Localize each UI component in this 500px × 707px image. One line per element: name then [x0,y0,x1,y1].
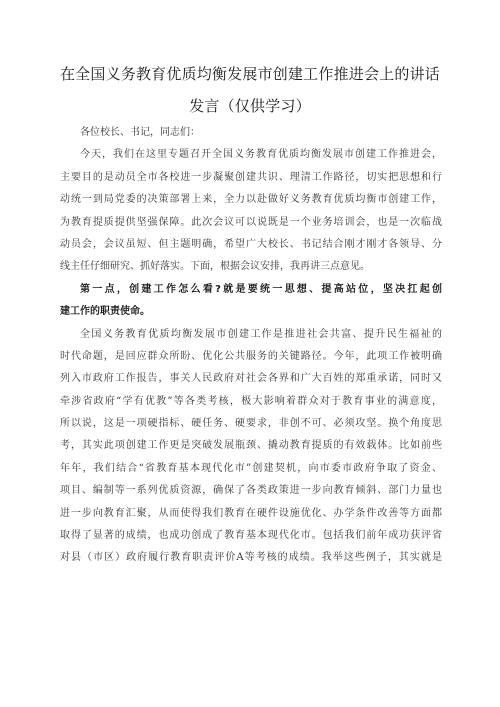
paragraph-3-line: 所以说，这是一项硬指标、硬任务、硬要求，非创不可、必须攻坚。换个角度思 [60,418,442,430]
document-body [60,122,442,570]
paragraph-1-line: 主要目的是动员全市各校进一步凝聚创建共识、理清工作路径，切实把思想和行 [60,171,442,183]
paragraph-3-line: 年年，我们结合“省教育基本现代化市”创建契机，向市委市政府争取了资金、 [60,462,442,474]
paragraph-3-line: 进一步向教育汇聚，从而使得我们教育在硬件设施优化、办学条件改善等方面都 [60,507,442,519]
paragraph-1-line: 今天，我们在这里专题召开全国义务教育优质均衡发展市创建工作推进会， [80,149,442,161]
paragraph-3-line: 对县（市区）政府履行教育职责评价A等考核的成绩。我举这些例子，其实就是 [60,552,442,564]
paragraph-1-line: 线主任仔细研究、抓好落实。下面，根据会议安排，我再讲三点意见。 [60,261,370,273]
paragraph-1-line: 动统一到局党委的决策部署上来，全力以赴做好义务教育优质均衡市创建工作， [60,194,442,206]
paragraph-3-line: 牵涉省政府“学有优教”等各类考核，极大影响着群众对于教育事业的满意度， [60,395,442,407]
section-heading-line: 建工作的职责使命。 [60,306,150,318]
salutation: 各位校长、书记，同志们： [80,127,200,138]
document-subtitle: 发言（仅供学习） [189,97,311,115]
section-heading-line: 第一点，创建工作怎么看?就是要统一思想、提高站位，坚决扛起创 [80,283,442,295]
paragraph-3-line: 时代命题，是回应群众所盼、优化公共服务的关键路径。今年，此项工作被明确 [60,350,442,362]
paragraph-1-line: 为教育提质提供坚强保障。此次会议可以说既是一个业务培训会，也是一次临战 [60,216,442,228]
paragraph-3-line: 全国义务教育优质均衡发展市创建工作是推进社会共富、提升民生福祉的 [80,328,442,340]
paragraph-1-line: 动员会，会议虽短、但主题明确，希望广大校长、书记结合刚才刚才各领导、分 [60,238,442,250]
paragraph-3-line: 项目、编制等一系列优质资源，确保了各类政策进一步向教育倾斜、部门力量也 [60,485,442,497]
paragraph-3-line: 考，其实此项创建工作更是突破发展瓶颈、撬动教育提质的有效载体。比如前些 [60,440,442,452]
paragraph-3-line: 列入市政府工作报告，事关人民政府对社会各界和广大百姓的郑重承诺，同时又 [60,373,442,385]
paragraph-3-line: 取得了显著的成绩，也成功创成了教育基本现代化市。包括我们前年成功获评省 [60,530,442,542]
document-title: 在全国义务教育优质均衡发展市创建工作推进会上的讲话 [59,65,440,83]
